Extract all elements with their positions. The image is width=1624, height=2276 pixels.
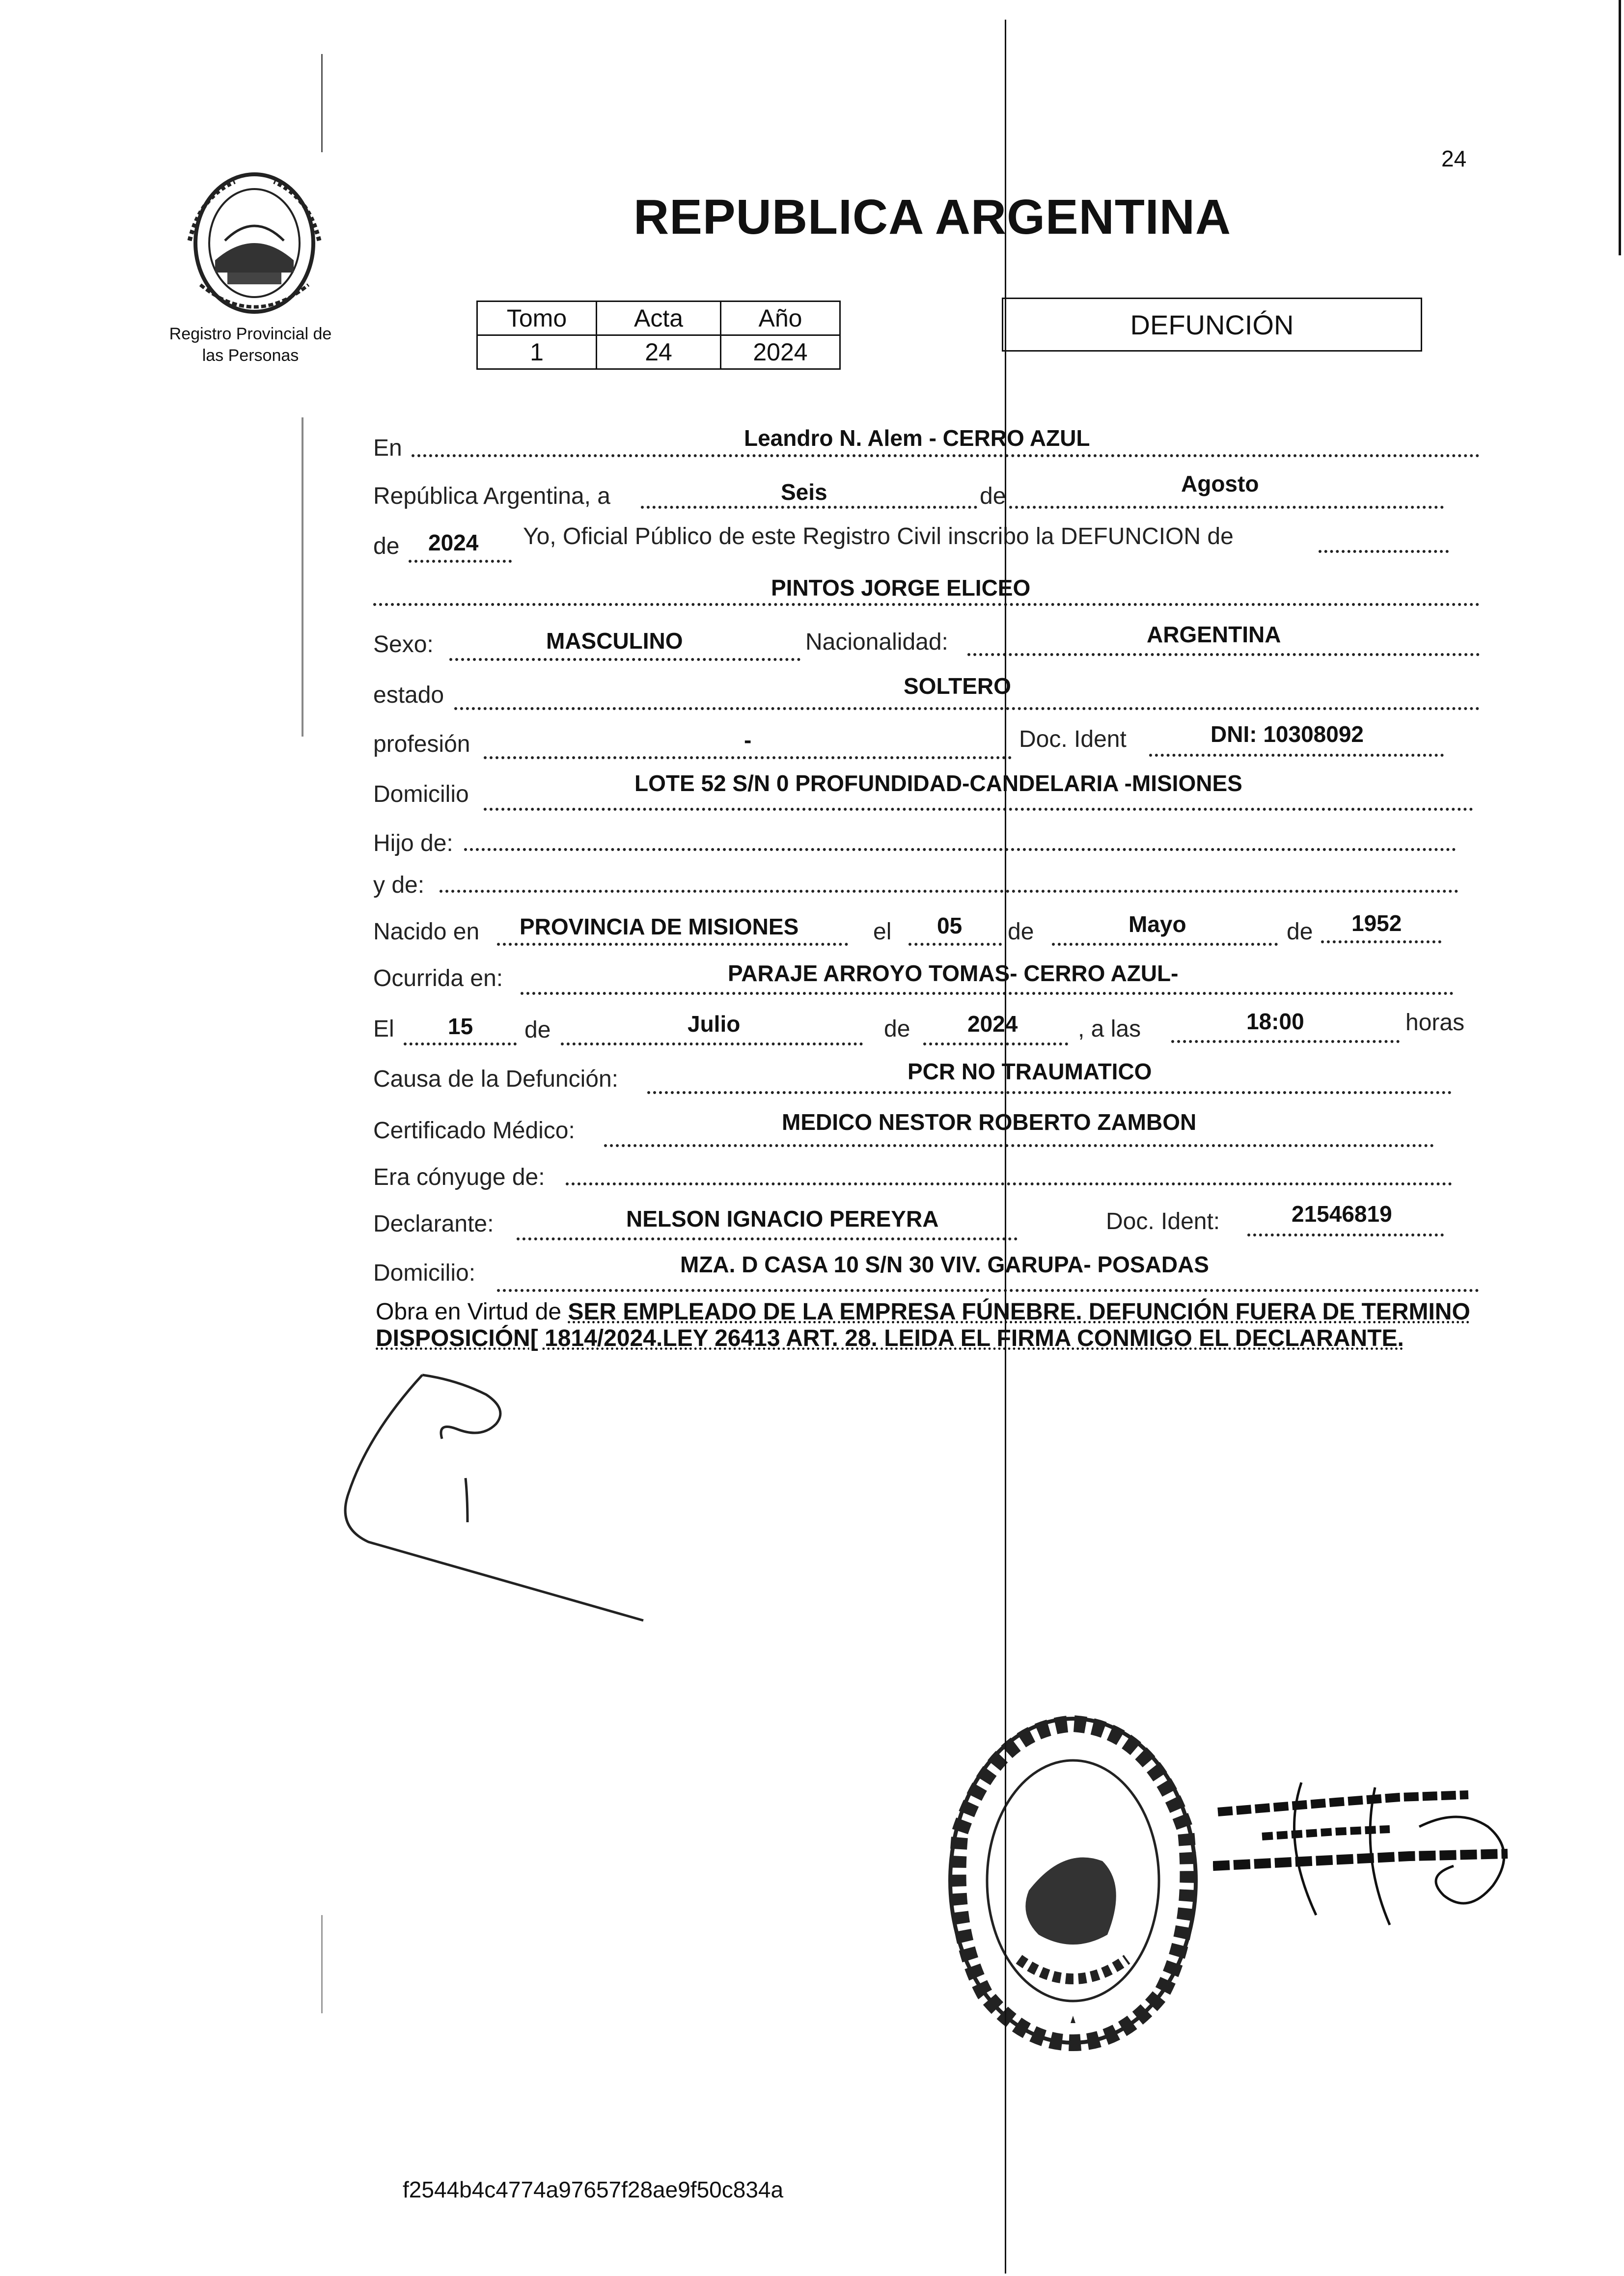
- label-a-las: , a las: [1078, 1016, 1141, 1042]
- label-causa: Causa de la Defunción:: [373, 1066, 618, 1092]
- label-profesion: profesión: [373, 731, 470, 757]
- margin-tick: [321, 54, 323, 152]
- label-republica: República Argentina, a: [373, 483, 610, 509]
- header-tomo: Tomo: [477, 302, 597, 335]
- value-month: Agosto: [1181, 471, 1259, 496]
- dotted-line: [561, 1042, 863, 1045]
- label-de-birth-year: de: [1287, 919, 1313, 945]
- dotted-line: [454, 707, 1480, 710]
- dotted-line: [464, 848, 1456, 851]
- dotted-line: [1321, 940, 1441, 943]
- official-signature-stamp: [1213, 1768, 1532, 1930]
- label-domicilio: Domicilio: [373, 781, 469, 807]
- fold-line: [1005, 20, 1006, 2274]
- dotted-line: [1009, 506, 1444, 509]
- label-nacido-en: Nacido en: [373, 919, 480, 945]
- margin-tick: [302, 417, 303, 737]
- label-y-de: y de:: [373, 872, 425, 898]
- record-table-header-row: [477, 302, 840, 335]
- label-en: En: [373, 435, 402, 461]
- dotted-line: [604, 1144, 1434, 1147]
- label-horas: horas: [1405, 1010, 1465, 1036]
- header-acta: Acta: [597, 302, 721, 335]
- dotted-line: [641, 506, 977, 509]
- dotted-line: [1052, 943, 1278, 946]
- value-birth-day: 05: [937, 913, 963, 938]
- document-title: REPUBLICA ARGENTINA: [633, 190, 1232, 245]
- value-death-month: Julio: [688, 1011, 741, 1037]
- value-deceased-name: PINTOS JORGE ELICEO: [771, 575, 1031, 601]
- label-certificado: Certificado Médico:: [373, 1118, 575, 1144]
- dotted-line: [1171, 1040, 1400, 1043]
- dotted-line: [647, 1091, 1452, 1094]
- registry-label-line2: las Personas: [202, 346, 299, 365]
- value-tomo: 1: [477, 335, 597, 369]
- dotted-line: [967, 653, 1480, 656]
- dotted-line: [440, 890, 1459, 893]
- label-conyuge: Era cónyuge de:: [373, 1164, 545, 1190]
- value-year: 2024: [428, 530, 479, 555]
- record-table-value-row: [477, 335, 840, 369]
- value-dni: DNI: 10308092: [1211, 721, 1364, 747]
- value-birthplace: PROVINCIA DE MISIONES: [520, 914, 799, 939]
- value-domicilio-declarante: MZA. D CASA 10 S/N 30 VIV. GARUPA- POSADAS: [680, 1252, 1209, 1277]
- dotted-line: [908, 943, 1002, 946]
- value-domicilio: LOTE 52 S/N 0 PROFUNDIDAD-CANDELARIA -MISIONES: [634, 770, 1242, 796]
- value-estado: SOLTERO: [904, 673, 1011, 699]
- header-ano: Año: [721, 302, 840, 335]
- dotted-line: [497, 943, 848, 946]
- label-declarante: Declarante:: [373, 1211, 494, 1237]
- document-hash: f2544b4c4774a97657f28ae9f50c834a: [403, 2177, 784, 2202]
- label-hijo-de: Hijo de:: [373, 830, 453, 856]
- registry-label: [147, 323, 354, 366]
- value-certificado: MEDICO NESTOR ROBERTO ZAMBON: [782, 1109, 1197, 1135]
- dotted-line: [484, 808, 1473, 811]
- dotted-line: [1149, 754, 1444, 757]
- value-place: Leandro N. Alem - CERRO AZUL: [744, 425, 1090, 451]
- registry-label-line1: Registro Provincial de: [169, 325, 332, 343]
- dotted-line: [409, 560, 512, 563]
- value-death-year: 2024: [967, 1011, 1018, 1037]
- label-de: de: [980, 483, 1006, 509]
- dotted-line: [412, 454, 1480, 457]
- label-de-year: de: [373, 533, 400, 559]
- label-nacionalidad: Nacionalidad:: [805, 629, 948, 655]
- dotted-line: [373, 603, 1480, 606]
- label-el: el: [873, 919, 892, 945]
- label-de-death-month: de: [524, 1017, 551, 1043]
- declarant-signature: [339, 1365, 653, 1640]
- dotted-line: [517, 1237, 1018, 1240]
- value-causa: PCR NO TRAUMATICO: [908, 1059, 1152, 1084]
- label-obra-en-virtud: Obra en Virtud de: [376, 1299, 562, 1325]
- oficial-statement: Yo, Oficial Público de este Registro Civil inscribo la DEFUNCION de: [523, 523, 1234, 549]
- label-ocurrida-en: Ocurrida en:: [373, 965, 503, 991]
- label-de-death-year: de: [884, 1016, 910, 1042]
- value-day: Seis: [781, 479, 827, 505]
- page-edge-mark: [1619, 0, 1621, 255]
- value-declarante: NELSON IGNACIO PEREYRA: [626, 1206, 939, 1232]
- dotted-line: [521, 992, 1454, 995]
- dotted-line: [404, 1042, 517, 1045]
- page-number: 24: [1441, 146, 1467, 171]
- margin-tick: [321, 1915, 323, 2013]
- obra-en-virtud-paragraph: [376, 1299, 1481, 1352]
- dotted-line: [566, 1182, 1452, 1185]
- official-stamp: [936, 1709, 1211, 2053]
- value-nacionalidad: ARGENTINA: [1147, 622, 1281, 647]
- value-birth-year: 1952: [1351, 910, 1402, 936]
- label-doc-ident-declarante: Doc. Ident:: [1106, 1208, 1220, 1234]
- provincial-emblem: [181, 167, 328, 319]
- dotted-line: [449, 658, 800, 661]
- dotted-line: [1319, 550, 1449, 553]
- label-estado: estado: [373, 682, 444, 708]
- value-profesion: -: [744, 727, 752, 753]
- dotted-line: [484, 756, 1012, 759]
- dotted-line: [1247, 1234, 1444, 1236]
- value-obra-en-virtud: SER EMPLEADO DE LA EMPRESA FÚNEBRE. DEFUNCIÓN FUERA DE TERMINO DISPOSICIÓN[ 1814/2024.LEY 26413 ART. 28. LEIDA EL FIRMA CONMIGO EL DECLARANTE.: [376, 1299, 1470, 1351]
- label-doc-ident: Doc. Ident: [1019, 726, 1127, 752]
- value-acta: 24: [597, 335, 721, 369]
- dotted-line: [923, 1042, 1068, 1045]
- value-birth-month: Mayo: [1129, 911, 1186, 937]
- label-el-death: El: [373, 1016, 394, 1042]
- value-ano: 2024: [721, 335, 840, 369]
- label-domicilio-declarante: Domicilio:: [373, 1260, 476, 1286]
- value-sexo: MASCULINO: [546, 628, 683, 654]
- value-death-place: PARAJE ARROYO TOMAS- CERRO AZUL-: [728, 960, 1179, 986]
- record-type-box: DEFUNCIÓN: [1002, 298, 1422, 352]
- value-death-day: 15: [448, 1014, 473, 1039]
- value-death-time: 18:00: [1246, 1009, 1304, 1034]
- label-de-birth-month: de: [1008, 919, 1034, 945]
- label-sexo: Sexo:: [373, 631, 434, 658]
- record-table: [476, 301, 841, 370]
- value-doc-ident-declarante: 21546819: [1292, 1201, 1392, 1227]
- dotted-line: [497, 1289, 1479, 1292]
